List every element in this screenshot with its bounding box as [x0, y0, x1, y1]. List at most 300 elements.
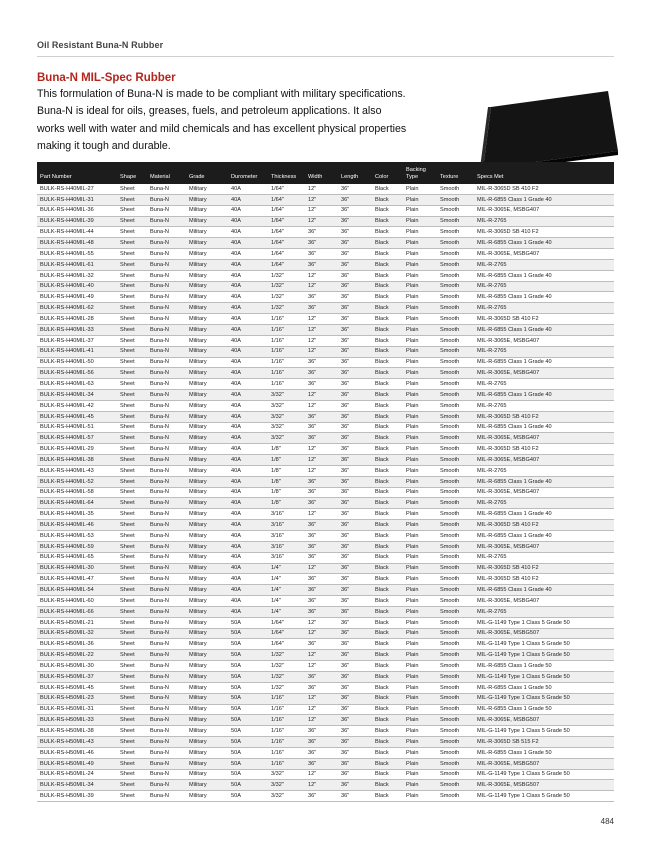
table-cell: BULK-RS-H40MIL-47	[40, 576, 94, 583]
table-cell: 12"	[308, 511, 317, 518]
table-cell: Military	[189, 391, 207, 398]
table-cell: Black	[375, 500, 389, 507]
table-cell: Plain	[406, 793, 419, 800]
table-cell: 50A	[231, 684, 241, 691]
table-cell: Plain	[406, 695, 419, 702]
column-header: Width	[308, 174, 323, 180]
table-cell: 36"	[341, 478, 350, 485]
table-cell: 12"	[308, 196, 317, 203]
table-row	[37, 455, 614, 466]
table-cell: Military	[189, 467, 207, 474]
table-cell: 3/16"	[271, 554, 284, 561]
table-cell: Sheet	[120, 727, 135, 734]
table-row	[37, 401, 614, 412]
table-cell: 36"	[341, 760, 350, 767]
table-cell: Sheet	[120, 673, 135, 680]
table-cell: 50A	[231, 673, 241, 680]
table-cell: Buna-N	[150, 695, 169, 702]
table-cell: 40A	[231, 380, 241, 387]
table-cell: 1/16"	[271, 380, 284, 387]
table-cell: 36"	[341, 500, 350, 507]
table-cell: Military	[189, 521, 207, 528]
table-cell: 12"	[308, 337, 317, 344]
table-cell: 36"	[308, 641, 317, 648]
table-cell: 1/16"	[271, 717, 284, 724]
table-cell: 36"	[341, 652, 350, 659]
table-cell: Sheet	[120, 738, 135, 745]
table-cell: BULK-RS-H40MIL-65	[40, 554, 94, 561]
table-cell: BULK-RS-H40MIL-41	[40, 348, 94, 355]
table-cell: Black	[375, 760, 389, 767]
table-row	[37, 683, 614, 694]
table-cell: BULK-RS-H40MIL-64	[40, 500, 94, 507]
table-cell: Military	[189, 749, 207, 756]
spec-table	[37, 162, 614, 802]
table-cell: Smooth	[440, 641, 460, 648]
table-cell: Military	[189, 511, 207, 518]
table-cell: 1/8"	[271, 489, 281, 496]
table-row	[37, 303, 614, 314]
table-cell: Sheet	[120, 359, 135, 366]
table-cell: Smooth	[440, 706, 460, 713]
table-row	[37, 282, 614, 293]
table-cell: Military	[189, 413, 207, 420]
table-cell: 36"	[341, 229, 350, 236]
table-cell: 36"	[341, 402, 350, 409]
table-row	[37, 553, 614, 564]
table-cell: Smooth	[440, 196, 460, 203]
table-cell: Buna-N	[150, 337, 169, 344]
table-cell: Plain	[406, 489, 419, 496]
table-cell: 36"	[308, 240, 317, 247]
table-cell: Sheet	[120, 489, 135, 496]
table-cell: Military	[189, 652, 207, 659]
table-cell: Smooth	[440, 760, 460, 767]
table-cell: Sheet	[120, 641, 135, 648]
table-cell: Plain	[406, 543, 419, 550]
table-cell: BULK-RS-H40MIL-39	[40, 218, 94, 225]
table-cell: 1/32"	[271, 684, 284, 691]
table-cell: Plain	[406, 630, 419, 637]
table-cell: 36"	[341, 391, 350, 398]
table-cell: Military	[189, 272, 207, 279]
table-cell: MIL-R-2765	[477, 218, 507, 225]
table-cell: Black	[375, 196, 389, 203]
table-cell: MIL-R-2765	[477, 283, 507, 290]
table-cell: Plain	[406, 608, 419, 615]
table-cell: Black	[375, 348, 389, 355]
table-cell: Plain	[406, 337, 419, 344]
table-row	[37, 607, 614, 618]
column-header: Grade	[189, 174, 205, 180]
table-cell: Black	[375, 261, 389, 268]
table-cell: MIL-R-3065D SB 515 F2	[477, 738, 539, 745]
table-row	[37, 748, 614, 759]
table-cell: Buna-N	[150, 576, 169, 583]
table-cell: BULK-RS-H50MIL-49	[40, 760, 94, 767]
table-cell: 36"	[341, 446, 350, 453]
table-cell: 1/4"	[271, 565, 281, 572]
table-cell: Smooth	[440, 229, 460, 236]
table-cell: Buna-N	[150, 424, 169, 431]
table-cell: 36"	[341, 565, 350, 572]
table-cell: Plain	[406, 521, 419, 528]
table-cell: 36"	[341, 587, 350, 594]
table-cell: BULK-RS-H50MIL-46	[40, 749, 94, 756]
table-cell: 36"	[308, 793, 317, 800]
table-cell: Military	[189, 456, 207, 463]
table-cell: MIL-R-6855 Class 1 Grade 50	[477, 684, 552, 691]
table-cell: Smooth	[440, 402, 460, 409]
section-description	[37, 86, 467, 156]
table-cell: Sheet	[120, 435, 135, 442]
table-cell: Sheet	[120, 630, 135, 637]
table-cell: 1/64"	[271, 641, 284, 648]
table-cell: 40A	[231, 402, 241, 409]
table-cell: 36"	[308, 250, 317, 257]
table-cell: Military	[189, 630, 207, 637]
table-row	[37, 314, 614, 325]
table-cell: 40A	[231, 478, 241, 485]
table-cell: Black	[375, 521, 389, 528]
table-cell: MIL-R-2765	[477, 261, 507, 268]
table-cell: Plain	[406, 294, 419, 301]
table-cell: Buna-N	[150, 413, 169, 420]
table-cell: BULK-RS-H50MIL-34	[40, 782, 94, 789]
table-cell: 36"	[308, 532, 317, 539]
table-cell: 1/8"	[271, 456, 281, 463]
table-cell: Black	[375, 229, 389, 236]
table-cell: 1/64"	[271, 619, 284, 626]
table-cell: 12"	[308, 467, 317, 474]
table-cell: BULK-RS-H40MIL-29	[40, 446, 94, 453]
table-cell: 36"	[341, 413, 350, 420]
table-cell: Sheet	[120, 272, 135, 279]
table-cell: MIL-R-3065D SB 410 F2	[477, 565, 539, 572]
table-cell: Buna-N	[150, 240, 169, 247]
table-cell: MIL-R-3065D SB 410 F2	[477, 229, 539, 236]
table-cell: Sheet	[120, 782, 135, 789]
table-cell: 50A	[231, 641, 241, 648]
table-cell: 36"	[308, 435, 317, 442]
table-cell: Sheet	[120, 500, 135, 507]
table-cell: Smooth	[440, 587, 460, 594]
table-cell: Plain	[406, 218, 419, 225]
table-cell: BULK-RS-H50MIL-45	[40, 684, 94, 691]
table-cell: 40A	[231, 597, 241, 604]
table-cell: 36"	[341, 370, 350, 377]
table-cell: 12"	[308, 630, 317, 637]
table-cell: BULK-RS-H50MIL-43	[40, 738, 94, 745]
table-cell: Black	[375, 446, 389, 453]
table-cell: Black	[375, 695, 389, 702]
table-cell: MIL-G-1149 Type 1 Class 5 Grade 50	[477, 771, 570, 778]
table-cell: 36"	[341, 641, 350, 648]
table-cell: Military	[189, 283, 207, 290]
table-cell: MIL-R-2765	[477, 305, 507, 312]
table-row	[37, 574, 614, 585]
table-cell: Buna-N	[150, 782, 169, 789]
table-cell: Buna-N	[150, 478, 169, 485]
table-cell: Military	[189, 673, 207, 680]
table-cell: 12"	[308, 662, 317, 669]
table-cell: MIL-R-6855 Class 1 Grade 40	[477, 424, 552, 431]
table-cell: Buna-N	[150, 218, 169, 225]
table-cell: BULK-RS-H40MIL-56	[40, 370, 94, 377]
table-cell: Sheet	[120, 511, 135, 518]
table-cell: 36"	[341, 424, 350, 431]
table-cell: Plain	[406, 272, 419, 279]
table-cell: 1/32"	[271, 652, 284, 659]
table-cell: 36"	[341, 771, 350, 778]
table-cell: Black	[375, 576, 389, 583]
table-cell: Plain	[406, 717, 419, 724]
table-cell: 36"	[341, 576, 350, 583]
table-cell: Smooth	[440, 380, 460, 387]
table-cell: Military	[189, 229, 207, 236]
table-cell: 50A	[231, 706, 241, 713]
table-cell: MIL-R-6855 Class 1 Grade 40	[477, 532, 552, 539]
table-cell: Buna-N	[150, 543, 169, 550]
table-cell: Black	[375, 727, 389, 734]
table-cell: 1/16"	[271, 695, 284, 702]
table-cell: Black	[375, 749, 389, 756]
table-cell: MIL-R-3065E, MSBG407	[477, 370, 540, 377]
table-cell: 3/32"	[271, 435, 284, 442]
table-cell: 36"	[308, 543, 317, 550]
table-cell: BULK-RS-H40MIL-31	[40, 196, 94, 203]
table-cell: Smooth	[440, 749, 460, 756]
table-cell: Plain	[406, 706, 419, 713]
table-cell: Military	[189, 370, 207, 377]
table-cell: BULK-RS-H50MIL-37	[40, 673, 94, 680]
table-cell: 36"	[341, 630, 350, 637]
table-cell: Black	[375, 207, 389, 214]
table-cell: Buna-N	[150, 348, 169, 355]
table-cell: Plain	[406, 315, 419, 322]
table-cell: BULK-RS-H50MIL-33	[40, 717, 94, 724]
table-cell: Smooth	[440, 619, 460, 626]
table-cell: Plain	[406, 641, 419, 648]
table-row	[37, 238, 614, 249]
table-cell: 40A	[231, 424, 241, 431]
table-cell: Smooth	[440, 272, 460, 279]
table-cell: 1/32"	[271, 662, 284, 669]
table-row	[37, 791, 614, 802]
table-cell: MIL-R-3065D SB 410 F2	[477, 185, 539, 192]
table-cell: BULK-RS-H50MIL-22	[40, 652, 94, 659]
table-cell: Smooth	[440, 315, 460, 322]
table-cell: Buna-N	[150, 587, 169, 594]
table-cell: 36"	[341, 738, 350, 745]
table-cell: Plain	[406, 380, 419, 387]
table-cell: 36"	[341, 359, 350, 366]
table-cell: 36"	[341, 695, 350, 702]
table-cell: 1/64"	[271, 207, 284, 214]
table-cell: 12"	[308, 326, 317, 333]
table-cell: BULK-RS-H40MIL-46	[40, 521, 94, 528]
table-cell: MIL-G-1149 Type 1 Class 5 Grade 50	[477, 641, 570, 648]
table-cell: Military	[189, 359, 207, 366]
table-cell: 3/32"	[271, 402, 284, 409]
table-cell: 3/32"	[271, 413, 284, 420]
table-cell: Military	[189, 305, 207, 312]
table-cell: Buna-N	[150, 185, 169, 192]
table-cell: Military	[189, 294, 207, 301]
table-cell: 36"	[341, 315, 350, 322]
table-cell: Buna-N	[150, 207, 169, 214]
column-header: Part Number	[40, 174, 72, 180]
table-cell: 36"	[308, 478, 317, 485]
table-cell: Black	[375, 218, 389, 225]
table-cell: MIL-R-3065E, MSBG507	[477, 782, 540, 789]
table-cell: Black	[375, 424, 389, 431]
table-cell: Plain	[406, 587, 419, 594]
table-cell: Buna-N	[150, 359, 169, 366]
table-cell: Black	[375, 435, 389, 442]
table-cell: BULK-RS-H40MIL-32	[40, 272, 94, 279]
table-cell: BULK-RS-H40MIL-49	[40, 294, 94, 301]
table-cell: Plain	[406, 511, 419, 518]
table-cell: MIL-R-3065E, MSBG407	[477, 207, 540, 214]
table-cell: 40A	[231, 413, 241, 420]
table-cell: Military	[189, 532, 207, 539]
table-cell: Plain	[406, 196, 419, 203]
table-cell: Sheet	[120, 218, 135, 225]
table-cell: Buna-N	[150, 196, 169, 203]
table-cell: 36"	[341, 673, 350, 680]
table-cell: Plain	[406, 771, 419, 778]
table-cell: Plain	[406, 326, 419, 333]
table-cell: Sheet	[120, 467, 135, 474]
table-cell: Sheet	[120, 652, 135, 659]
table-cell: 1/8"	[271, 478, 281, 485]
table-cell: Military	[189, 576, 207, 583]
table-cell: Buna-N	[150, 435, 169, 442]
table-cell: Black	[375, 391, 389, 398]
table-cell: Military	[189, 717, 207, 724]
table-cell: Smooth	[440, 521, 460, 528]
table-cell: Plain	[406, 207, 419, 214]
table-cell: MIL-R-6855 Class 1 Grade 40	[477, 326, 552, 333]
table-cell: Sheet	[120, 391, 135, 398]
table-cell: Sheet	[120, 207, 135, 214]
table-cell: Military	[189, 435, 207, 442]
table-cell: Black	[375, 662, 389, 669]
table-cell: 40A	[231, 489, 241, 496]
table-row	[37, 227, 614, 238]
table-cell: Buna-N	[150, 446, 169, 453]
table-cell: Buna-N	[150, 793, 169, 800]
table-cell: 40A	[231, 359, 241, 366]
table-cell: BULK-RS-H40MIL-44	[40, 229, 94, 236]
table-cell: MIL-R-3065E, MSBG407	[477, 597, 540, 604]
table-cell: MIL-R-3065E, MSBG407	[477, 456, 540, 463]
table-cell: 36"	[308, 521, 317, 528]
table-cell: Buna-N	[150, 771, 169, 778]
table-cell: MIL-R-6855 Class 1 Grade 50	[477, 706, 552, 713]
table-cell: Buna-N	[150, 315, 169, 322]
table-cell: MIL-R-3065D SB 410 F2	[477, 446, 539, 453]
table-cell: Buna-N	[150, 326, 169, 333]
table-cell: 50A	[231, 662, 241, 669]
table-cell: 40A	[231, 305, 241, 312]
table-cell: Military	[189, 608, 207, 615]
table-cell: Plain	[406, 760, 419, 767]
table-row	[37, 564, 614, 575]
table-cell: Military	[189, 587, 207, 594]
table-cell: BULK-RS-H40MIL-37	[40, 337, 94, 344]
table-cell: 36"	[341, 489, 350, 496]
table-cell: BULK-RS-H40MIL-43	[40, 467, 94, 474]
running-header: Oil Resistant Buna-N Rubber	[37, 40, 164, 50]
table-cell: MIL-G-1149 Type 1 Class 5 Grade 50	[477, 652, 570, 659]
table-cell: 40A	[231, 467, 241, 474]
table-cell: Smooth	[440, 554, 460, 561]
table-cell: 3/16"	[271, 532, 284, 539]
table-cell: Smooth	[440, 294, 460, 301]
table-cell: Smooth	[440, 684, 460, 691]
table-cell: Smooth	[440, 673, 460, 680]
table-cell: 40A	[231, 240, 241, 247]
table-cell: Sheet	[120, 662, 135, 669]
table-row	[37, 412, 614, 423]
table-cell: Black	[375, 608, 389, 615]
table-cell: Smooth	[440, 326, 460, 333]
table-cell: 36"	[341, 608, 350, 615]
table-cell: Plain	[406, 662, 419, 669]
rubber-sheet-image	[473, 89, 618, 169]
table-cell: Smooth	[440, 467, 460, 474]
table-row	[37, 368, 614, 379]
table-cell: 3/16"	[271, 521, 284, 528]
table-row	[37, 542, 614, 553]
table-cell: 40A	[231, 283, 241, 290]
table-cell: MIL-G-1149 Type 1 Class 5 Grade 50	[477, 793, 570, 800]
table-cell: 1/32"	[271, 305, 284, 312]
table-cell: 1/16"	[271, 370, 284, 377]
table-cell: Buna-N	[150, 402, 169, 409]
table-cell: 50A	[231, 727, 241, 734]
table-cell: Buna-N	[150, 641, 169, 648]
table-cell: Smooth	[440, 782, 460, 789]
table-cell: MIL-R-3065D SB 410 F2	[477, 576, 539, 583]
table-row	[37, 705, 614, 716]
description-line: works well with water and mild chemicals and has excellent physical properties	[37, 122, 407, 135]
table-cell: MIL-R-3065D SB 410 F2	[477, 413, 539, 420]
table-cell: Smooth	[440, 717, 460, 724]
table-cell: BULK-RS-H40MIL-66	[40, 608, 94, 615]
table-cell: 36"	[308, 608, 317, 615]
table-cell: BULK-RS-H40MIL-38	[40, 456, 94, 463]
table-cell: 40A	[231, 326, 241, 333]
table-cell: Smooth	[440, 337, 460, 344]
table-cell: Smooth	[440, 532, 460, 539]
table-cell: Sheet	[120, 793, 135, 800]
table-cell: 36"	[308, 370, 317, 377]
table-cell: BULK-RS-H40MIL-35	[40, 511, 94, 518]
table-cell: 36"	[341, 543, 350, 550]
table-cell: Military	[189, 695, 207, 702]
table-cell: Buna-N	[150, 630, 169, 637]
table-cell: 36"	[308, 597, 317, 604]
table-cell: Sheet	[120, 348, 135, 355]
table-cell: MIL-R-3065E, MSBG407	[477, 543, 540, 550]
table-cell: Military	[189, 727, 207, 734]
table-cell: 40A	[231, 554, 241, 561]
table-cell: 1/32"	[271, 294, 284, 301]
table-cell: 12"	[308, 706, 317, 713]
